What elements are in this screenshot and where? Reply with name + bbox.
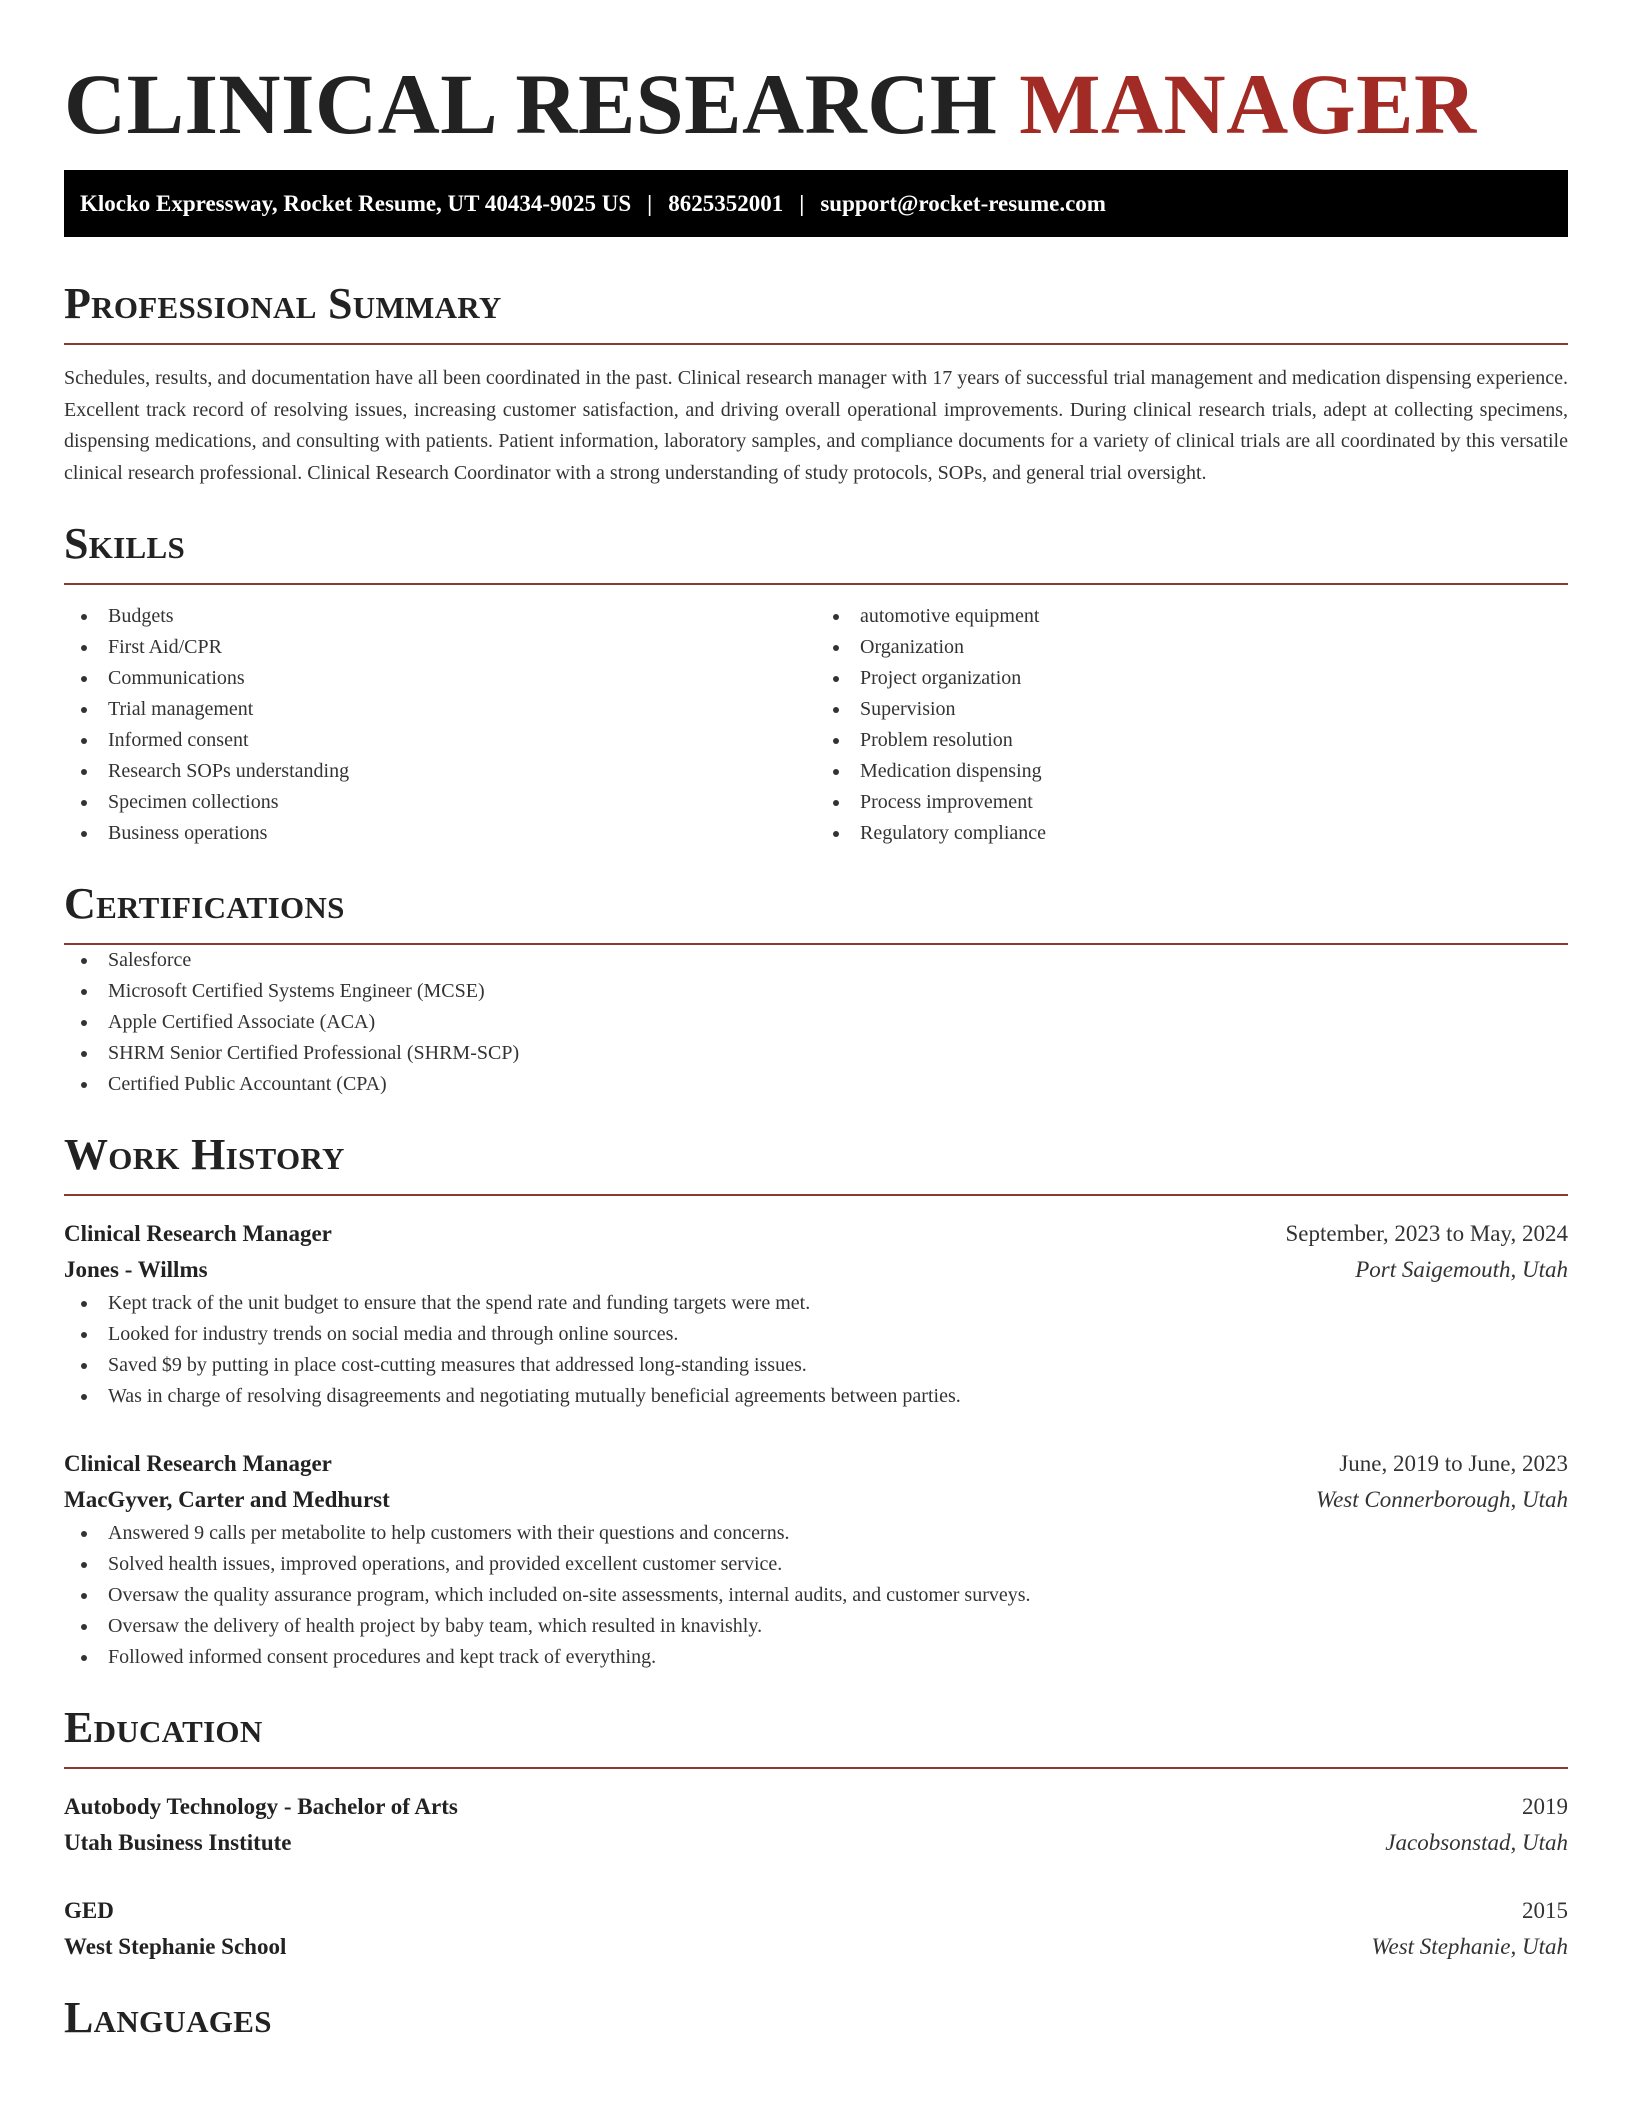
education-school-row (64, 1929, 1568, 1965)
education-school: Utah Business Institute (64, 1830, 292, 1855)
job-bullets (64, 1288, 1568, 1412)
list-item: Medication dispensing (816, 756, 1568, 787)
contact-phone: 8625352001 (668, 190, 784, 216)
list-item: Salesforce (64, 945, 1568, 976)
job-company-row (64, 1252, 1568, 1288)
list-item: Looked for industry trends on social media and through online sources. (64, 1319, 1568, 1350)
education-header-row (64, 1893, 1568, 1929)
job-location: West Connerborough, Utah (1316, 1487, 1568, 1512)
list-item: Communications (64, 663, 816, 694)
contact-separator: | (799, 190, 805, 216)
education-year: 2015 (1522, 1898, 1568, 1923)
list-item: Oversaw the delivery of health project by baby team, which resulted in knavishly. (64, 1611, 1568, 1642)
section-heading: Skills (64, 519, 186, 568)
list-item: Kept track of the unit budget to ensure that the spend rate and funding targets were met. (64, 1288, 1568, 1319)
contact-bar (64, 170, 1568, 237)
list-item: Solved health issues, improved operations, and provided excellent customer service. (64, 1549, 1568, 1580)
summary-text: Schedules, results, and documentation have all been coordinated in the past. Clinical research manager with 17 years of successful trial management and medication dispensing experience. Excellent track record of resolving issues, increasing customer satisfaction, and driving overall operational improvements. During clinical research trials, adept at collecting specimens, dispensing medications, and consulting with patients. Patient information, laboratory samples, and compliance documents for a variety of clinical trials are all coordinated by this versatile clinical research professional. Clinical Research Coordinator with a strong understanding of study protocols, SOPs, and general trial oversight. (64, 367, 1568, 484)
job-entry (64, 1216, 1568, 1412)
list-item: Informed consent (64, 725, 816, 756)
section-divider (64, 343, 1568, 345)
education-header-row (64, 1789, 1568, 1825)
certifications-list (64, 945, 1568, 1100)
list-item: Followed informed consent procedures and kept track of everything. (64, 1642, 1568, 1673)
summary-section (64, 279, 1568, 489)
section-heading: Education (64, 1703, 263, 1752)
list-item: Research SOPs understanding (64, 756, 816, 787)
list-item: Problem resolution (816, 725, 1568, 756)
list-item: automotive equipment (816, 601, 1568, 632)
job-header-row (64, 1446, 1568, 1482)
education-year: 2019 (1522, 1794, 1568, 1819)
job-location: Port Saigemouth, Utah (1355, 1257, 1568, 1282)
education-location: Jacobsonstad, Utah (1385, 1830, 1568, 1855)
job-dates: September, 2023 to May, 2024 (1285, 1221, 1568, 1246)
education-section (64, 1703, 1568, 1965)
title-main: CLINICAL RESEARCH (64, 56, 1020, 152)
languages-section (64, 1993, 1568, 2043)
list-item: Project organization (816, 663, 1568, 694)
list-item: Answered 9 calls per metabolite to help customers with their questions and concerns. (64, 1518, 1568, 1549)
job-title: Clinical Research Manager (64, 1221, 332, 1246)
section-heading: Languages (64, 1993, 272, 2042)
contact-separator: | (647, 190, 653, 216)
job-bullets (64, 1518, 1568, 1673)
list-item: Saved $9 by putting in place cost-cutting measures that addressed long-standing issues. (64, 1350, 1568, 1381)
list-item: Business operations (64, 818, 816, 849)
section-heading: Certifications (64, 879, 345, 928)
list-item: Specimen collections (64, 787, 816, 818)
section-divider (64, 1767, 1568, 1769)
list-item: Budgets (64, 601, 816, 632)
list-item: Trial management (64, 694, 816, 725)
skills-column-left (64, 601, 816, 849)
education-degree: Autobody Technology - Bachelor of Arts (64, 1794, 458, 1819)
title-accent: MANAGER (1019, 56, 1477, 152)
list-item: Organization (816, 632, 1568, 663)
job-dates: June, 2019 to June, 2023 (1339, 1451, 1568, 1476)
education-degree: GED (64, 1898, 114, 1923)
education-school: West Stephanie School (64, 1934, 287, 1959)
education-entry (64, 1893, 1568, 1965)
job-company: MacGyver, Carter and Medhurst (64, 1487, 390, 1512)
list-item: First Aid/CPR (64, 632, 816, 663)
skills-grid (64, 601, 1568, 849)
list-item: Certified Public Accountant (CPA) (64, 1069, 1568, 1100)
job-entry (64, 1446, 1568, 1673)
section-divider (64, 1194, 1568, 1196)
skills-column-right (816, 601, 1568, 849)
list-item: Apple Certified Associate (ACA) (64, 1007, 1568, 1038)
certifications-section (64, 879, 1568, 1100)
job-company-row (64, 1482, 1568, 1518)
list-item: SHRM Senior Certified Professional (SHRM-SCP) (64, 1038, 1568, 1069)
contact-email: support@rocket-resume.com (820, 190, 1106, 216)
work-history-section (64, 1130, 1568, 1673)
list-item: Regulatory compliance (816, 818, 1568, 849)
section-divider (64, 583, 1568, 585)
list-item: Was in charge of resolving disagreements and negotiating mutually beneficial agreements between parties. (64, 1381, 1568, 1412)
resume-title (64, 0, 1568, 150)
job-company: Jones - Willms (64, 1257, 208, 1282)
section-heading: Work History (64, 1130, 345, 1179)
section-heading: Professional Summary (64, 279, 502, 328)
education-entry (64, 1789, 1568, 1861)
skills-section (64, 519, 1568, 849)
contact-address: Klocko Expressway, Rocket Resume, UT 40434-9025 US (80, 190, 632, 216)
list-item: Microsoft Certified Systems Engineer (MCSE) (64, 976, 1568, 1007)
list-item: Oversaw the quality assurance program, which included on-site assessments, internal audits, and customer surveys. (64, 1580, 1568, 1611)
list-item: Supervision (816, 694, 1568, 725)
job-header-row (64, 1216, 1568, 1252)
list-item: Process improvement (816, 787, 1568, 818)
job-title: Clinical Research Manager (64, 1451, 332, 1476)
education-school-row (64, 1825, 1568, 1861)
education-location: West Stephanie, Utah (1371, 1934, 1568, 1959)
